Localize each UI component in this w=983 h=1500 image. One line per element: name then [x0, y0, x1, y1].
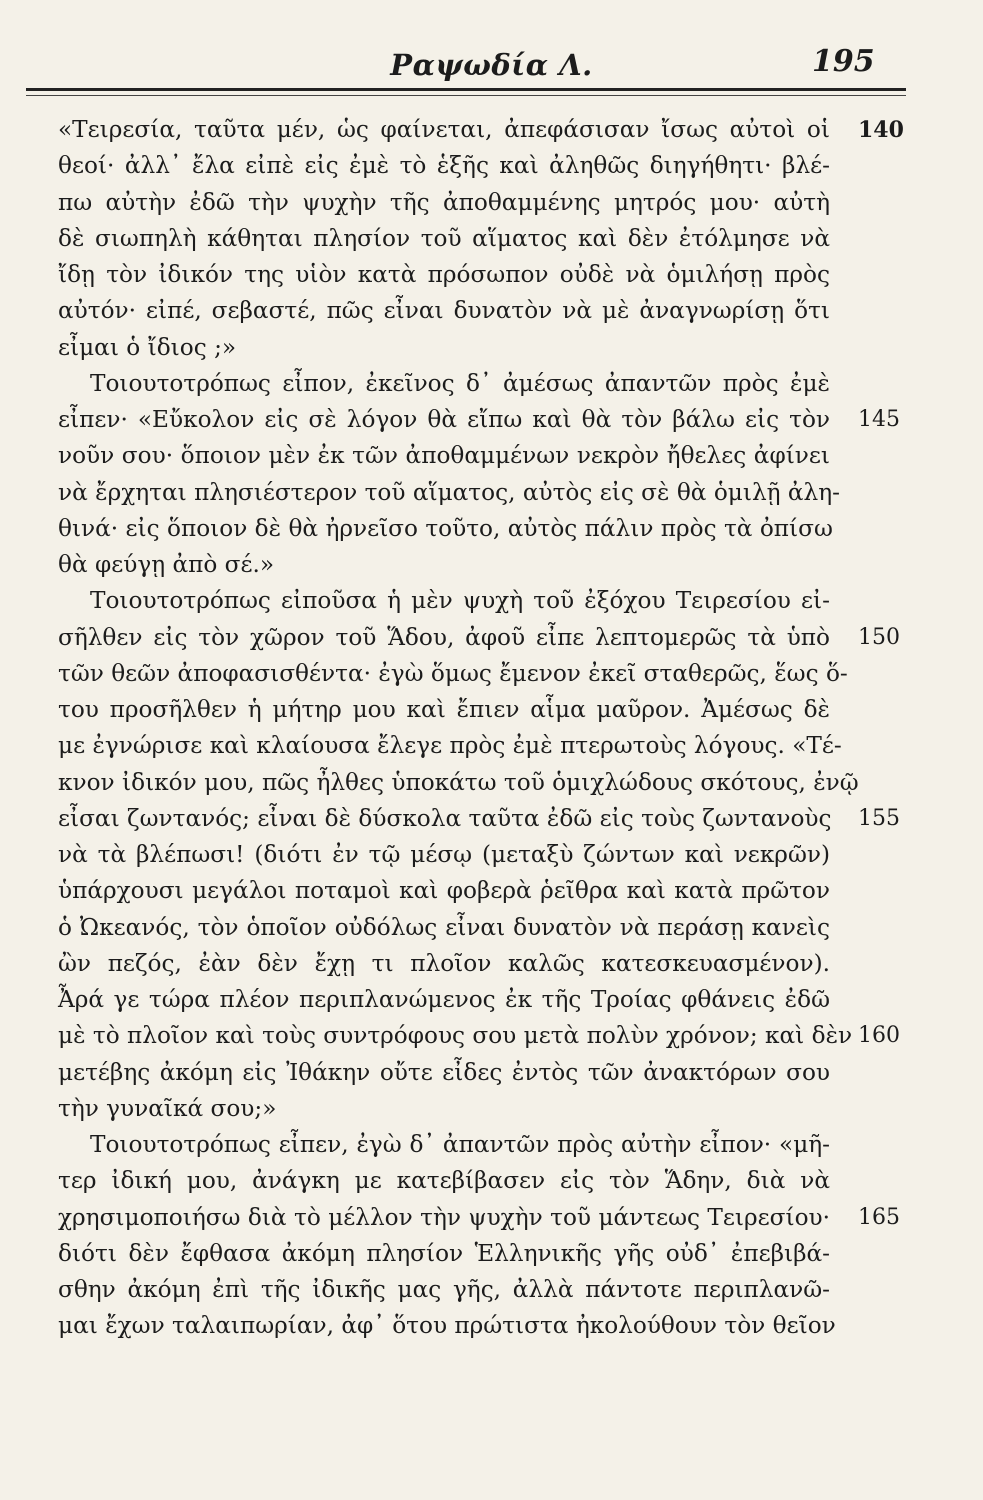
text-line: μετέβης ἀκόμη εἰς Ἰθάκην οὔτε εἶδες ἐντὸς τῶν ἀνακτόρων σου [58, 1058, 830, 1086]
text-line: νοῦν σου· ὅποιον μὲν ἐκ τῶν ἀποθαμμένων νεκρὸν ἤθελες ἀφίνει [58, 442, 830, 470]
chapter-title: Ραψωδία Λ. [390, 48, 593, 82]
verse-line-number: 145 [858, 407, 900, 432]
text-line: Τοιουτοτρόπως εἶπεν, ἐγὼ δ᾽ ἀπαντῶν πρὸς αὐτὴν εἶπον· «μῆ- [90, 1131, 830, 1158]
text-line: δὲ σιωπηλὴ κάθηται πλησίον τοῦ αἵματος καὶ δὲν ἐτόλμησε νὰ [58, 224, 830, 252]
text-line: ἴδῃ τὸν ἰδικόν της υἱὸν κατὰ πρόσωπον οὐδὲ νὰ ὁμιλήσῃ πρὸς [58, 261, 830, 288]
header-rule-thin [26, 95, 906, 96]
text-line: πω αὐτὴν ἐδῶ τὴν ψυχὴν τῆς ἀποθαμμένης μητρός μου· αὐτὴ [58, 188, 830, 216]
text-line: σῆλθεν εἰς τὸν χῶρον τοῦ Ἅδου, ἀφοῦ εἶπε λεπτομερῶς τὰ ὑπὸ [58, 623, 830, 651]
text-line: νὰ τὰ βλέπωσι! (διότι ἐν τῷ μέσῳ (μεταξὺ ζώντων καὶ νεκρῶν) [58, 841, 830, 868]
text-line: χρησιμοποιήσω διὰ τὸ μέλλον τὴν ψυχὴν τοῦ μάντεως Τειρεσίου· [58, 1203, 830, 1231]
text-line: μαι ἔχων ταλαιπωρίαν, ἀφ᾽ ὅτου πρώτιστα ἠκολούθουν τὸν θεῖον [58, 1312, 836, 1340]
verse-line-number: 155 [858, 805, 900, 831]
text-line: τῶν θεῶν ἀποφασισθέντα· ἐγὼ ὅμως ἔμενον ἐκεῖ σταθερῶς, ἕως ὅ- [58, 659, 848, 687]
text-line: θὰ φεύγῃ ἀπὸ σέ.» [58, 551, 275, 578]
text-line: με ἐγνώρισε καὶ κλαίουσα ἔλεγε πρὸς ἐμὲ πτερωτοὺς λόγους. «Τέ- [58, 732, 842, 760]
text-line: ὑπάρχουσι μεγάλοι ποταμοὶ καὶ φοβερὰ ῥεῖθρα καὶ κατὰ πρῶτον [58, 877, 830, 905]
text-line: διότι δὲν ἔφθασα ἀκόμη πλησίον Ἑλληνικῆς γῆς οὐδ᾽ ἐπεβιβά- [58, 1239, 830, 1267]
text-line: νὰ ἔρχηται πλησιέστερον τοῦ αἵματος, αὐτὸς εἰς σὲ θὰ ὁμιλῇ ἀλη- [58, 478, 840, 506]
verse-line-number: 150 [858, 624, 900, 650]
text-line: ὁ Ὠκεανός, τὸν ὁποῖον οὐδόλως εἶναι δυνατὸν νὰ περάσῃ κανεὶς [58, 913, 830, 941]
verse-line-number: 140 [858, 117, 904, 143]
text-line: εἶσαι ζωντανός; εἶναι δὲ δύσκολα ταῦτα ἐδῶ εἰς τοὺς ζωντανοὺς [58, 804, 832, 832]
text-line: «Τειρεσία, ταῦτα μέν, ὡς φαίνεται, ἀπεφάσισαν ἴσως αὐτοὶ οἱ [58, 116, 830, 143]
header-rule [26, 88, 906, 91]
text-line: του προσῆλθεν ἡ μήτηρ μου καὶ ἔπιεν αἷμα μαῦρον. Ἀμέσως δὲ [58, 696, 830, 723]
text-line: θεοί· ἀλλ᾽ ἔλα εἰπὲ εἰς ἐμὲ τὸ ἑξῆς καὶ ἀληθῶς διηγήθητι· βλέ- [58, 152, 830, 180]
page-number: 195 [812, 44, 875, 79]
text-line: θινά· εἰς ὅποιον δὲ θὰ ἠρνεῖσο τοῦτο, αὐτὸς πάλιν πρὸς τὰ ὀπίσω [58, 514, 833, 542]
text-line: κνον ἰδικόν μου, πῶς ἦλθες ὑποκάτω τοῦ ὁμιχλώδους σκότους, ἐνῷ [58, 768, 859, 796]
verse-line-number: 165 [858, 1204, 900, 1230]
text-line: Τοιουτοτρόπως εἰποῦσα ἡ μὲν ψυχὴ τοῦ ἐξόχου Τειρεσίου εἰ- [90, 587, 830, 615]
text-line: εἶπεν· «Εὔκολον εἰς σὲ λόγον θὰ εἴπω καὶ θὰ τὸν βάλω εἰς τὸν [58, 406, 830, 433]
text-line: τὴν γυναῖκά σου;» [58, 1094, 277, 1122]
verse-line-number: 160 [858, 1023, 900, 1049]
text-line: τερ ἰδική μου, ἀνάγκη με κατεβίβασεν εἰς τὸν Ἅδην, διὰ νὰ [58, 1167, 830, 1195]
text-line: σθην ἀκόμη ἐπὶ τῆς ἰδικῆς μας γῆς, ἀλλὰ πάντοτε περιπλανῶ- [58, 1276, 830, 1303]
text-line: μὲ τὸ πλοῖον καὶ τοὺς συντρόφους σου μετὰ πολὺν χρόνον; καὶ δὲν [58, 1022, 853, 1050]
text-line: αὐτόν· εἰπέ, σεβαστέ, πῶς εἶναι δυνατὸν νὰ μὲ ἀναγνωρίσῃ ὅτι [58, 297, 830, 325]
text-line: ὢν πεζός, ἐὰν δὲν ἔχῃ τι πλοῖον καλῶς κατεσκευασμένον). [58, 949, 830, 977]
text-line: Ἆρά γε τώρα πλέον περιπλανώμενος ἐκ τῆς Τροίας φθάνεις ἐδῶ [58, 986, 830, 1013]
text-line: εἶμαι ὁ ἴδιος ;» [58, 333, 237, 361]
text-line: Τοιουτοτρόπως εἶπον, ἐκεῖνος δ᾽ ἀμέσως ἀπαντῶν πρὸς ἐμὲ [90, 369, 830, 397]
